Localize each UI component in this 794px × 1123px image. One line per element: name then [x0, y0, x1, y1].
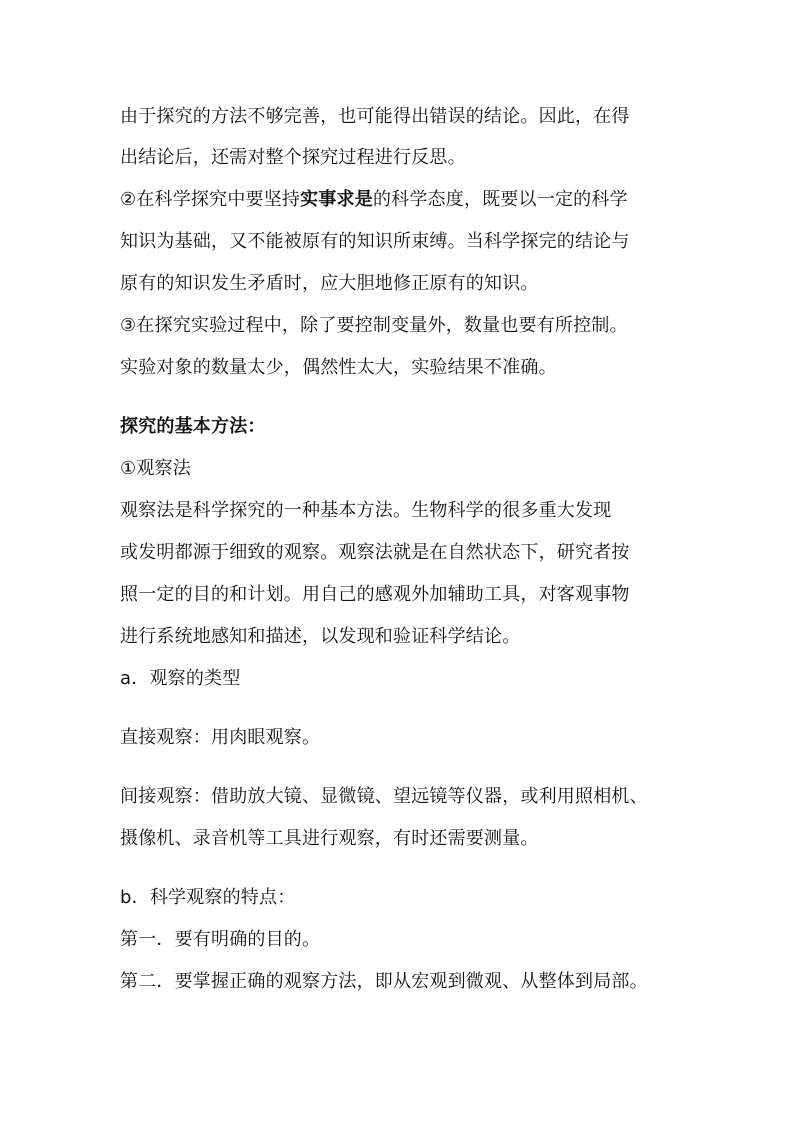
indirect-observation-line-1: 间接观察：借助放大镜、显微镜、望远镜等仪器，或利用照相机、: [120, 786, 648, 807]
subsection-b: b．科学观察的特点：: [120, 887, 296, 908]
point-2-line-1: [120, 187, 680, 213]
paragraph-1-line-1: 由于探究的方法不够完善，也可能得出错误的结论。因此，在得: [120, 106, 630, 127]
observation-intro-line-3: 照一定的目的和计划。用自己的感观外加辅助工具，对客观事物: [120, 584, 630, 605]
observation-intro-line-2: 或发明都源于细致的观察。观察法就是在自然状态下，研究者按: [120, 542, 630, 563]
direct-observation: 直接观察：用肉眼观察。: [120, 727, 321, 748]
point-3-line-1: ③在探究实验过程中，除了要控制变量外，数量也要有所控制。: [120, 315, 628, 336]
point-3-line-2: 实验对象的数量太少，偶然性太大，实验结果不准确。: [120, 357, 557, 378]
feature-2: 第二．要掌握正确的观察方法，即从宏观到微观、从整体到局部。: [120, 971, 648, 992]
indirect-observation-line-2: 摄像机、录音机等工具进行观察，有时还需要测量。: [120, 828, 539, 849]
observation-intro-line-4: 进行系统地感知和描述，以发现和验证科学结论。: [120, 626, 521, 647]
point-2-line-2: 知识为基础，又不能被原有的知识所束缚。当科学探完的结论与: [120, 231, 630, 252]
subsection-a: a．观察的类型: [120, 668, 241, 689]
feature-1: 第一．要有明确的目的。: [120, 929, 321, 950]
point-2-bold-phrase: 实事求是: [300, 189, 373, 210]
paragraph-1-line-2: 出结论后，还需对整个探究过程进行反思。: [120, 147, 466, 168]
point-2-suffix: 的科学态度，既要以一定的科学: [372, 189, 628, 210]
section-heading: 探究的基本方法：: [120, 416, 266, 437]
method-1-title: ①观察法: [120, 458, 191, 479]
point-2-prefix: ②在科学探究中要坚持: [120, 189, 301, 210]
point-2-line-3: 原有的知识发生矛盾时，应大胆地修正原有的知识。: [120, 273, 539, 294]
observation-intro-line-1: 观察法是科学探究的一种基本方法。生物科学的很多重大发现: [120, 500, 612, 521]
